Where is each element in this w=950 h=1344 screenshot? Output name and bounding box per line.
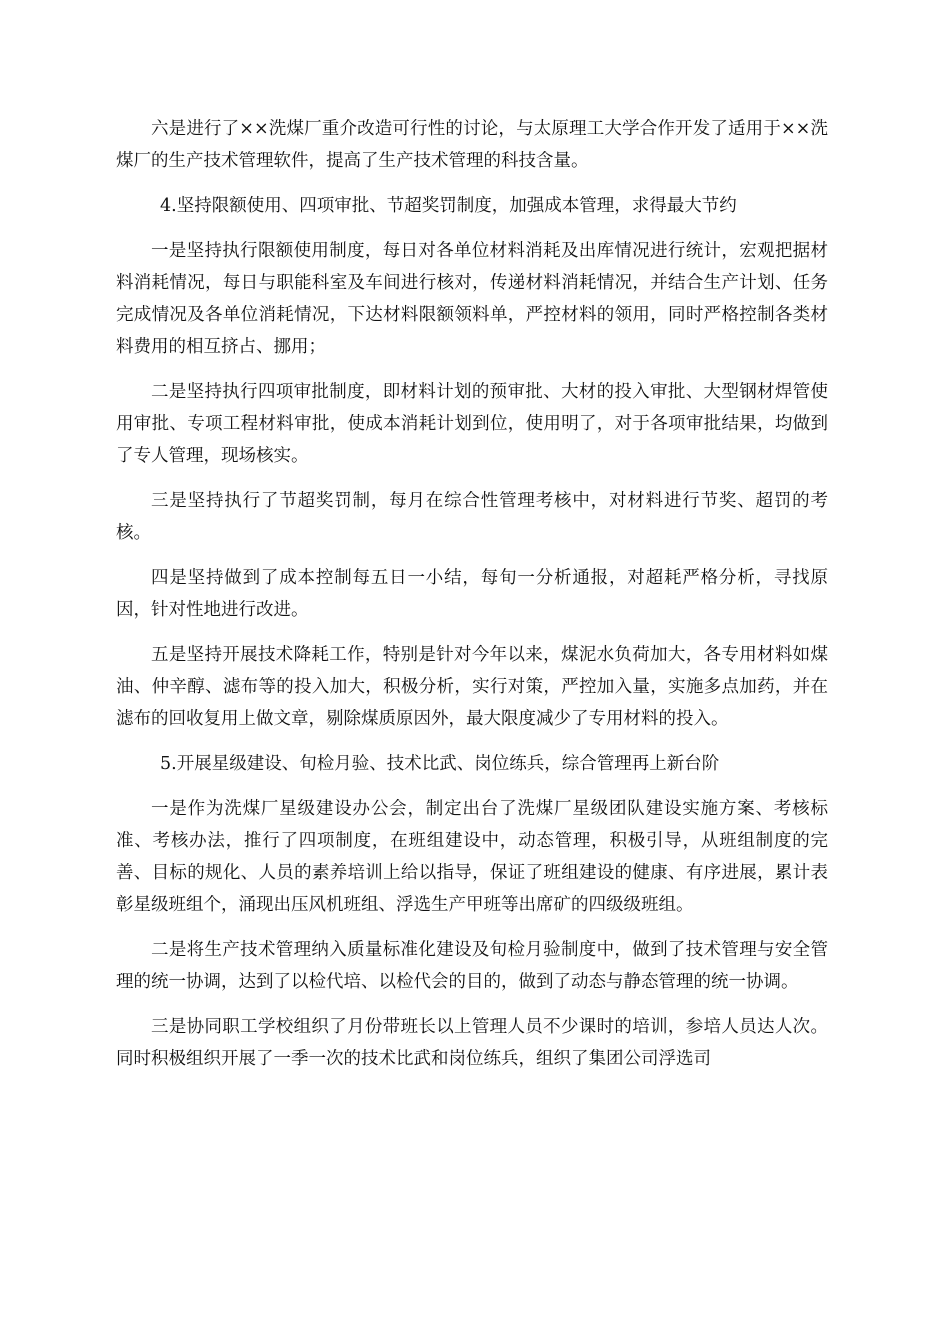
paragraph-item-six-heavy-medium: 六是进行了××洗煤厂重介改造可行性的讨论，与太原理工大学合作开发了适用于××洗煤厂的生产技术管理软件，提高了生产技术管理的科技含量。 — [116, 119, 828, 171]
paragraph-quality-standard: 二是将生产技术管理纳入质量标准化建设及旬检月验制度中，做到了技术管理与安全管理的统一协调，达到了以检代培、以检代会的目的，做到了动态与静态管理的统一协调。 — [116, 940, 828, 992]
section-heading-4: 4.坚持限额使用、四项审批、节超奖罚制度，加强成本管理，求得最大节约 — [160, 196, 737, 216]
paragraph-technical-saving: 五是坚持开展技术降耗工作，特别是针对今年以来，煤泥水负荷加大，各专用材料如煤油、仲辛醇、滤布等的投入加大，积极分析，实行对策，严控加入量，实施多点加药，并在滤布的回收复用上做文章，剔除煤质原因外，最大限度减少了专用材料的投入。 — [116, 645, 828, 729]
paragraph-star-team-building: 一是作为洗煤厂星级建设办公会，制定出台了洗煤厂星级团队建设实施方案、考核标准、考核办法，推行了四项制度，在班组建设中，动态管理，积极引导，从班组制度的完善、目标的规化、人员的素养培训上给以指导，保证了班组建设的健康、有序进展，累计表彰星级班组个，涌现出压风机班组、浮选生产甲班等出席矿的四级级班组。 — [116, 799, 828, 915]
paragraph-four-approvals: 二是坚持执行四项审批制度，即材料计划的预审批、大材的投入审批、大型钢材焊管使用审批、专项工程材料审批，使成本消耗计划到位，使用明了，对于各项审批结果，均做到了专人管理，现场核实。 — [116, 382, 828, 466]
document-body — [116, 113, 828, 1088]
paragraph-training: 三是协同职工学校组织了月份带班长以上管理人员不少课时的培训，参培人员达人次。同时积极组织开展了一季一次的技术比武和岗位练兵，组织了集团公司浮选司 — [116, 1017, 828, 1069]
paragraph-cost-review: 四是坚持做到了成本控制每五日一小结，每旬一分析通报，对超耗严格分析，寻找原因，针对性地进行改进。 — [116, 568, 828, 620]
paragraph-reward-penalty: 三是坚持执行了节超奖罚制，每月在综合性管理考核中，对材料进行节奖、超罚的考核。 — [116, 491, 828, 543]
paragraph-quota-usage: 一是坚持执行限额使用制度，每日对各单位材料消耗及出库情况进行统计，宏观把据材料消耗情况，每日与职能科室及车间进行核对，传递材料消耗情况，并结合生产计划、任务完成情况及各单位消耗情况，下达材料限额领料单，严控材料的领用，同时严格控制各类材料费用的相互挤占、挪用； — [116, 241, 828, 357]
section-heading-5: 5.开展星级建设、旬检月验、技术比武、岗位练兵，综合管理再上新台阶 — [160, 754, 720, 774]
